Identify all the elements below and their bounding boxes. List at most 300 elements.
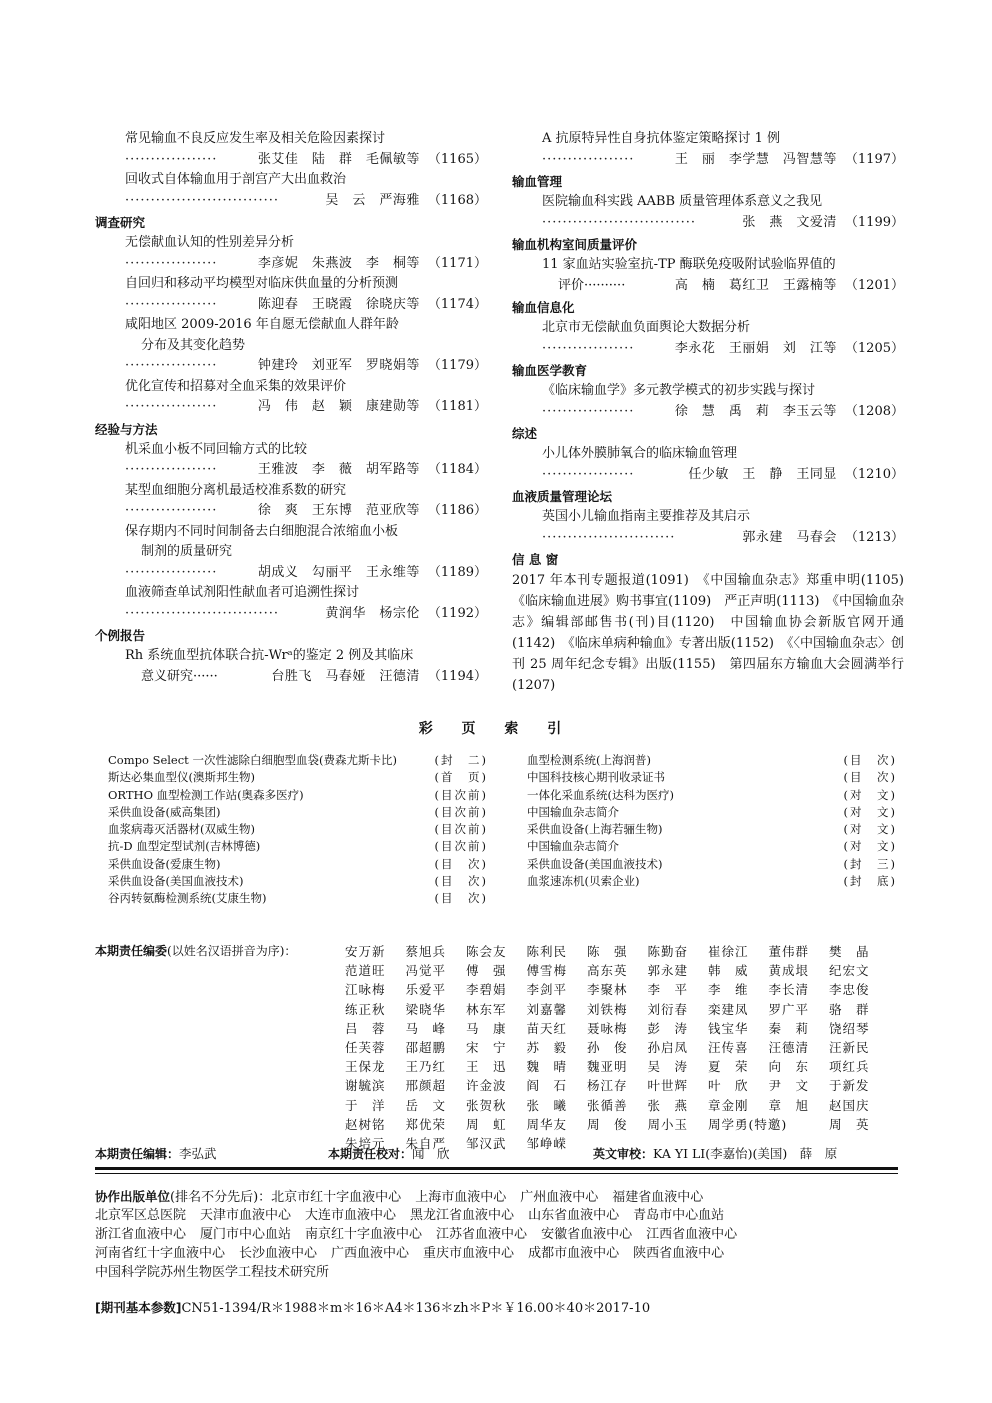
editor-name: 尹 文 <box>768 1078 810 1094</box>
editor-names <box>345 1000 890 1019</box>
page-number: （1186） <box>427 503 487 518</box>
article-title: 自回归和移动平均模型对临床供血量的分析预测 <box>125 276 399 291</box>
color-index-item <box>527 873 897 890</box>
editor-name: 纪宏文 <box>829 963 870 979</box>
divider-thin <box>95 1173 898 1174</box>
color-index-page: (目 次) <box>843 753 897 767</box>
editor-name: 李弘武 <box>179 1146 217 1161</box>
toc-entry <box>125 481 487 522</box>
partner-row <box>95 1225 895 1244</box>
editor-row <box>95 1038 895 1057</box>
editor-name: 李聚林 <box>587 982 628 998</box>
editor-name: 樊 晶 <box>829 944 870 959</box>
editor-names <box>345 1076 890 1095</box>
partner-unit: 江苏省血液中心 <box>436 1227 528 1242</box>
editor-name: 张循善 <box>587 1097 628 1113</box>
editor-name: 梁晓华 <box>405 1001 447 1017</box>
editor-name: 朱自严 <box>405 1135 447 1151</box>
page-number: （1189） <box>427 564 487 580</box>
color-index-left <box>108 752 488 908</box>
page-number: （1213） <box>844 529 904 545</box>
editor-name: 章金刚 <box>708 1097 749 1113</box>
editor-name: 黄成垠 <box>768 963 810 979</box>
editor-name: 陈会友 <box>466 944 507 959</box>
color-index-name: 血浆速冻机(贝索企业) <box>527 874 640 889</box>
editorial-board <box>95 942 895 1153</box>
partner-unit: 北京市红十字血液中心 <box>271 1190 402 1205</box>
leader-dots: ·················· <box>542 466 635 482</box>
author-line <box>125 604 487 625</box>
partner-row <box>95 1263 895 1282</box>
color-index-name: 中国输血杂志简介 <box>527 804 619 819</box>
color-index-name: Compo Select 一次性滤除白细胞型血袋(费森尤斯卡比) <box>108 753 397 767</box>
editor-name: 彭 涛 <box>647 1020 689 1036</box>
editor-label-cell <box>95 961 345 980</box>
editor-row <box>95 961 895 980</box>
author-line <box>542 276 904 297</box>
page-number: （1192） <box>427 605 487 621</box>
info-window-text: 2017 年本刊专题报道(1091) 《中国输血杂志》郑重申明(1105) 《临床输血进展》购书事宜(1109) 严正声明(1113) 《中国输血杂志》编辑部邮售书(刊)目(1120) 中国输血协会新版官网开通(1142) 《临床单病种输血》专著出版(1152) 《〈中国输血杂志〉创刊 25 周年纪念专辑》出版(1155) 第四届东方输血大会圆满举行(1207) <box>512 573 918 693</box>
author-line <box>542 339 904 360</box>
color-index-name: 中国输血杂志简介 <box>527 839 619 854</box>
editor-names <box>345 1115 890 1134</box>
color-index-right <box>527 752 897 890</box>
toc-entry <box>542 129 904 170</box>
editor-name: 岳 文 <box>405 1097 447 1113</box>
proof-label: 本期责任校对： <box>328 1147 413 1161</box>
article-title: 无偿献血认知的性别差异分析 <box>125 235 295 250</box>
article-title: 优化宣传和招募对全血采集的效果评价 <box>125 378 347 394</box>
page-number: （1165） <box>427 151 487 167</box>
author-line <box>542 528 904 549</box>
editor-name: 马 峰 <box>405 1020 447 1036</box>
editor-name: 于 洋 <box>345 1097 386 1113</box>
editor-name: 宋 宁 <box>466 1039 507 1055</box>
color-index-page: (封 底) <box>843 874 897 889</box>
editor-name: 安万新 <box>345 944 386 959</box>
editor-name: 刘铁梅 <box>587 1001 628 1017</box>
section-heading: 综述 <box>512 426 538 441</box>
partner-unit: 陕西省血液中心 <box>633 1246 725 1261</box>
article-title: Rh 系统血型抗体联合抗-Wrᵃ的鉴定 2 例及其临床 <box>125 648 414 663</box>
article-authors: 李彦妮 朱燕波 李 桐等 <box>257 255 420 271</box>
color-index-title: 彩 页 索 引 <box>418 721 574 737</box>
staff-line <box>95 1144 895 1162</box>
partner-unit: 成都市血液中心 <box>528 1246 620 1261</box>
color-index-page: (封 三) <box>843 856 897 871</box>
editor-name: 饶绍琴 <box>829 1020 870 1036</box>
editor-name: 魏 晴 <box>526 1059 568 1075</box>
article-authors: 张 燕 文爱清 <box>742 214 837 230</box>
author-line <box>125 295 487 316</box>
article-authors: 王 丽 李学慧 冯智慧等 <box>674 151 837 167</box>
page-number: （1199） <box>844 214 904 230</box>
partner-unit: 福建省血液中心 <box>612 1190 704 1205</box>
editor-name: 罗广平 <box>768 1001 810 1017</box>
color-index-page: (目 次) <box>434 856 488 871</box>
editor-name: 周学勇(特邀) <box>708 1116 788 1132</box>
section-heading: 血液质量管理论坛 <box>512 489 613 504</box>
partner-unit: 长沙血液中心 <box>239 1246 318 1261</box>
section-heading: 调查研究 <box>95 215 146 230</box>
toc-entry <box>125 646 487 687</box>
article-title-cont: 意义研究······ <box>141 668 218 684</box>
editor-names <box>345 1038 890 1057</box>
leader-dots: ·················· <box>125 358 218 373</box>
editor-name: 练正秋 <box>345 1001 386 1017</box>
leader-dots: ·················· <box>125 462 218 477</box>
article-title: 回收式自体输血用于剖宫产大出血救治 <box>125 172 347 187</box>
article-title: 11 家血站实验室抗-TP 酶联免疫吸附试验临界值的 <box>542 257 836 272</box>
board-note: (以姓名汉语拼音为序)： <box>167 944 297 958</box>
editor-name: 孙启凤 <box>647 1039 689 1055</box>
params-value: CN51-1394/R＊1988＊m＊16＊A4＊136＊zh＊P＊￥16.00＊40＊2017-10 <box>181 1301 651 1316</box>
partner-unit: 北京军区总医院 <box>95 1208 187 1223</box>
article-title: 英国小儿输血指南主要推荐及其启示 <box>542 509 751 524</box>
color-index-item <box>527 769 897 786</box>
partner-unit: 重庆市血液中心 <box>423 1246 515 1261</box>
page-number: （1205） <box>844 340 904 356</box>
editor-name: 张 曦 <box>526 1097 568 1113</box>
editor-name: 项红兵 <box>829 1059 870 1075</box>
author-line <box>125 563 487 584</box>
editor-names <box>345 942 890 961</box>
editor-name: 韩 威 <box>708 963 749 979</box>
color-index-page: (首 页) <box>434 770 488 785</box>
color-index-item <box>108 873 488 890</box>
toc-entry <box>125 274 487 315</box>
editor-label-cell <box>95 1038 345 1057</box>
color-index-page: (对 文) <box>843 787 897 802</box>
page-number: （1184） <box>427 462 487 477</box>
editor-name: 邹峥嵘 <box>526 1135 568 1151</box>
color-index-name: 采供血设备(爱康生物) <box>108 856 221 871</box>
editor-names <box>345 1096 890 1115</box>
author-line <box>125 397 487 418</box>
leader-dots: ·················· <box>125 564 218 580</box>
editor-name: 聂咏梅 <box>587 1020 628 1036</box>
leader-dots: ·················· <box>125 255 218 271</box>
author-line <box>542 465 904 486</box>
editor-name: 王保龙 <box>345 1059 386 1075</box>
partner-unit: 中国科学院苏州生物医学工程技术研究所 <box>95 1265 330 1280</box>
editor-name: 陈 强 <box>587 944 628 959</box>
leader-dots: ·························· <box>542 529 676 545</box>
page-number: （1181） <box>427 399 487 414</box>
editor-names <box>345 1019 890 1038</box>
editor-label-cell <box>95 942 345 961</box>
editor-row <box>95 1000 895 1019</box>
article-title: 医院输血科实践 AABB 质量管理体系意义之我见 <box>542 194 823 209</box>
article-authors: 张艾佳 陆 群 毛佩敏等 <box>257 151 420 167</box>
color-index-page: (目 次) <box>434 874 488 889</box>
article-title: 血液筛查单试剂阳性献血者可追溯性探讨 <box>125 585 360 600</box>
editor-name: 苏 毅 <box>526 1039 568 1055</box>
editor-name: 乐爱平 <box>405 982 447 998</box>
color-index-item <box>108 890 488 907</box>
page-number: （1171） <box>427 255 487 271</box>
editor-name: 于新发 <box>829 1078 870 1094</box>
article-title: 某型血细胞分离机最适校准系数的研究 <box>125 482 347 498</box>
article-authors: 冯 伟 赵 颖 康建勋等 <box>257 399 420 414</box>
editor-name: 周小玉 <box>647 1116 689 1132</box>
page-number: （1194） <box>427 668 487 684</box>
page-number: （1210） <box>844 466 904 482</box>
toc-entry <box>542 192 904 233</box>
color-index-name: 采供血设备(上海若骊生物) <box>527 822 663 837</box>
toc-right-column <box>512 129 918 696</box>
partners-note: (排名不分先后)： <box>170 1190 272 1205</box>
editor-name: 郭永建 <box>647 963 689 979</box>
color-index-name: 血浆病毒灭活器材(双威生物) <box>108 822 255 837</box>
editor-name: 邢颜超 <box>405 1078 447 1094</box>
article-authors: 王雅波 李 薇 胡军路等 <box>257 462 420 477</box>
author-line <box>125 254 487 275</box>
toc-entry <box>125 377 487 418</box>
editor-name: 谢毓滨 <box>345 1078 386 1094</box>
partner-unit: 上海市血液中心 <box>415 1190 507 1205</box>
section-heading: 输血信息化 <box>512 300 575 315</box>
article-authors: 陈迎春 王晓霞 徐晓庆等 <box>257 296 420 312</box>
editor-name: 骆 群 <box>829 1001 870 1017</box>
article-title: A 抗原特异性自身抗体鉴定策略探讨 1 例 <box>542 131 781 146</box>
editor-name: 周华友 <box>526 1116 568 1132</box>
color-index-name: 采供血设备(威高集团) <box>108 804 221 819</box>
article-title: 常见输血不良反应发生率及相关危险因素探讨 <box>125 131 386 146</box>
page-number: （1208） <box>844 403 904 419</box>
leader-dots: ·················· <box>125 399 218 414</box>
editor-label-cell <box>95 1115 345 1134</box>
board-label: 本期责任编委 <box>95 944 168 958</box>
partner-unit: 黑龙江省血液中心 <box>410 1208 515 1223</box>
editor-name: 吴 涛 <box>647 1059 689 1075</box>
section-heading: 输血机构室间质量评价 <box>512 237 638 252</box>
partner-unit: 南京红十字血液中心 <box>305 1227 423 1242</box>
editor-name: 汪传喜 <box>708 1039 749 1055</box>
editor-name: 江咏梅 <box>345 982 386 998</box>
partner-unit: 安徽省血液中心 <box>541 1227 633 1242</box>
toc-entry <box>125 522 487 584</box>
editor-name: 傅 强 <box>466 963 507 979</box>
editor-name: 汪新民 <box>829 1039 870 1055</box>
english-name: KA YI LI(李嘉怡)(美国) 薛 原 <box>653 1146 838 1161</box>
toc-entry <box>125 233 487 274</box>
partner-unit: 浙江省血液中心 <box>95 1227 187 1242</box>
toc-entry <box>542 255 904 296</box>
editor-name: 魏亚明 <box>587 1059 628 1075</box>
editor-name: 阎 石 <box>526 1078 568 1094</box>
toc-left-column <box>95 129 487 687</box>
partner-row <box>95 1206 895 1225</box>
color-index-item <box>527 787 897 804</box>
article-authors: 任少敏 王 静 王同显 <box>688 466 837 482</box>
partners-label: 协作出版单位 <box>95 1189 171 1204</box>
article-authors: 钟建玲 刘亚军 罗晓娟等 <box>257 358 420 373</box>
editor-name: 刘衍春 <box>647 1001 689 1017</box>
color-index-page: (目次前) <box>434 822 488 837</box>
author-line <box>125 667 487 688</box>
partner-units <box>95 1187 895 1282</box>
editor-name: 林东军 <box>466 1001 507 1017</box>
partner-unit: 山东省血液中心 <box>528 1208 620 1223</box>
editor-name: 邵超鹏 <box>405 1039 447 1055</box>
article-authors: 郭永建 马春会 <box>742 529 837 545</box>
partner-unit: 天津市血液中心 <box>200 1208 292 1223</box>
author-line <box>542 213 904 234</box>
editor-name: 任芙蓉 <box>345 1039 386 1055</box>
editor-name: 夏 荣 <box>708 1059 749 1075</box>
color-index-page: (目 次) <box>434 891 488 906</box>
journal-params <box>95 1297 650 1316</box>
leader-dots: ·················· <box>542 151 635 167</box>
color-index-name: 血型检测系统(上海润普) <box>527 753 651 767</box>
toc-entry <box>125 129 487 170</box>
editor-name: 李 维 <box>708 982 749 998</box>
editor-name: 高东英 <box>587 963 628 979</box>
author-line <box>125 501 487 522</box>
article-title: 北京市无偿献血负面舆论大数据分析 <box>542 320 751 335</box>
color-index-page: (目次前) <box>434 839 488 854</box>
author-line <box>125 460 487 481</box>
article-title-cont: 评价·········· <box>558 277 626 293</box>
editor-name: 陈勤奋 <box>647 944 689 959</box>
editor-name: 李长清 <box>768 982 810 998</box>
editor-row <box>95 1057 895 1076</box>
editor-name: 陈利民 <box>526 944 568 959</box>
editor-name: 李碧娟 <box>466 982 507 998</box>
editor-name: 张贺秋 <box>466 1097 507 1113</box>
partner-unit: 大连市血液中心 <box>305 1208 397 1223</box>
article-title: 咸阳地区 2009-2016 年自愿无偿献血人群年龄 <box>125 317 399 332</box>
editor-name: 李 平 <box>647 982 689 998</box>
color-index-item <box>108 821 488 838</box>
editor-name: 李忠俊 <box>829 982 870 998</box>
editor-name: 傅雪梅 <box>526 963 568 979</box>
color-index-name: 斯达必集血型仪(澳斯邦生物) <box>108 770 255 785</box>
article-authors: 李永花 王丽娟 刘 江等 <box>674 340 837 356</box>
color-index-item <box>527 856 897 873</box>
partner-unit: 河南省红十字血液中心 <box>95 1246 226 1261</box>
editor-name: 向 东 <box>768 1059 810 1075</box>
toc-entry <box>125 440 487 481</box>
color-index-page: (对 文) <box>843 822 897 837</box>
color-index-name: 谷丙转氨酶检测系统(艾康生物) <box>108 891 267 906</box>
editor-name: 章 旭 <box>768 1097 810 1113</box>
page-number: （1197） <box>844 151 904 167</box>
leader-dots: ······························ <box>542 214 696 230</box>
color-index-name: 采供血设备(美国血液技术) <box>527 856 663 871</box>
article-title: 分布及其变化趋势 <box>141 337 246 353</box>
article-authors: 吴 云 严海雅 <box>325 192 420 208</box>
author-line <box>125 356 487 377</box>
editor-name <box>769 1115 830 1134</box>
article-authors: 高 楠 葛红卫 王露楠等 <box>674 277 837 293</box>
editor-name: 赵国庆 <box>829 1097 870 1113</box>
color-index-item <box>527 838 897 855</box>
author-line <box>542 402 904 423</box>
editor-name: 张 燕 <box>647 1097 689 1113</box>
editor-label-cell <box>95 1096 345 1115</box>
leader-dots: ······························ <box>125 192 279 208</box>
editor-name: 王 迅 <box>466 1059 507 1075</box>
color-index-page: (目 次) <box>843 770 897 785</box>
author-line <box>125 150 487 171</box>
page-number: （1201） <box>844 277 904 293</box>
color-index-name: 中国科技核心期刊收录证书 <box>527 770 665 785</box>
editor-name: 杨江存 <box>587 1078 628 1094</box>
color-index-item <box>527 821 897 838</box>
color-index-page: (对 文) <box>843 804 897 819</box>
article-authors: 胡成义 勾丽平 王永维等 <box>257 564 420 580</box>
toc-entry <box>542 318 904 359</box>
params-label: [期刊基本参数] <box>95 1300 182 1315</box>
editor-name: 马 康 <box>466 1020 507 1036</box>
editor-label-cell <box>95 1000 345 1019</box>
proof-name: 闻 欣 <box>412 1146 450 1161</box>
leader-dots: ·················· <box>125 151 218 167</box>
editor-name: 栾建凤 <box>708 1001 749 1017</box>
article-authors: 徐 慧 禹 莉 李玉云等 <box>674 403 837 419</box>
editor-name: 冯觉平 <box>405 963 447 979</box>
editor-name: 秦 莉 <box>768 1020 810 1036</box>
color-index-item <box>108 856 488 873</box>
partner-unit: 广州血液中心 <box>520 1190 599 1205</box>
color-index-item <box>527 752 897 769</box>
color-index-item <box>108 838 488 855</box>
editor-name: 崔徐江 <box>708 944 749 959</box>
editor-name: 钱宝华 <box>708 1020 749 1036</box>
editor-name: 范道旺 <box>345 963 386 979</box>
page-number: （1179） <box>427 358 487 373</box>
leader-dots: ·················· <box>125 503 218 518</box>
toc-entry <box>125 170 487 211</box>
article-authors: 黄润华 杨宗伦 <box>325 605 420 621</box>
leader-dots: ·················· <box>125 296 218 312</box>
editor-name: 孙 俊 <box>587 1039 628 1055</box>
toc-entry <box>542 507 904 548</box>
toc-entry <box>125 583 487 624</box>
color-index-item <box>527 804 897 821</box>
editor-label: 本期责任编辑： <box>95 1147 180 1161</box>
editor-name: 叶 欣 <box>708 1078 749 1094</box>
editor-name: 朱培元 <box>345 1135 386 1151</box>
color-index-name: 一体化采血系统(达科为医疗) <box>527 787 674 802</box>
page-number: （1168） <box>427 192 487 208</box>
english-label: 英文审校： <box>593 1147 654 1161</box>
article-title: 小儿体外膜肺氧合的临床输血管理 <box>542 446 738 461</box>
editor-row <box>95 942 895 961</box>
editor-name: 周 虹 <box>466 1116 507 1132</box>
editor-name: 赵树铭 <box>345 1116 386 1132</box>
color-index-item <box>108 787 488 804</box>
editor-label-cell <box>95 1076 345 1095</box>
editor-name: 郑优荣 <box>405 1116 447 1132</box>
leader-dots: ·················· <box>542 403 635 419</box>
editor-names <box>345 980 890 999</box>
toc-entry <box>542 444 904 485</box>
partner-unit: 厦门市中心血站 <box>200 1227 292 1242</box>
editor-name: 董伟群 <box>768 944 810 959</box>
page-number: （1174） <box>427 296 487 312</box>
color-index-name: 抗-D 血型定型试剂(吉林博德) <box>108 839 261 854</box>
editor-name: 邹汉武 <box>466 1135 507 1151</box>
editor-label-cell <box>95 980 345 999</box>
editor-name: 王乃红 <box>405 1059 447 1075</box>
color-index-name: ORTHO 血型检测工作站(奥森多医疗) <box>108 787 304 802</box>
editor-name: 蔡旭兵 <box>405 944 447 959</box>
editor-name: 苗天红 <box>526 1020 568 1036</box>
editor-name: 周 英 <box>829 1116 870 1132</box>
